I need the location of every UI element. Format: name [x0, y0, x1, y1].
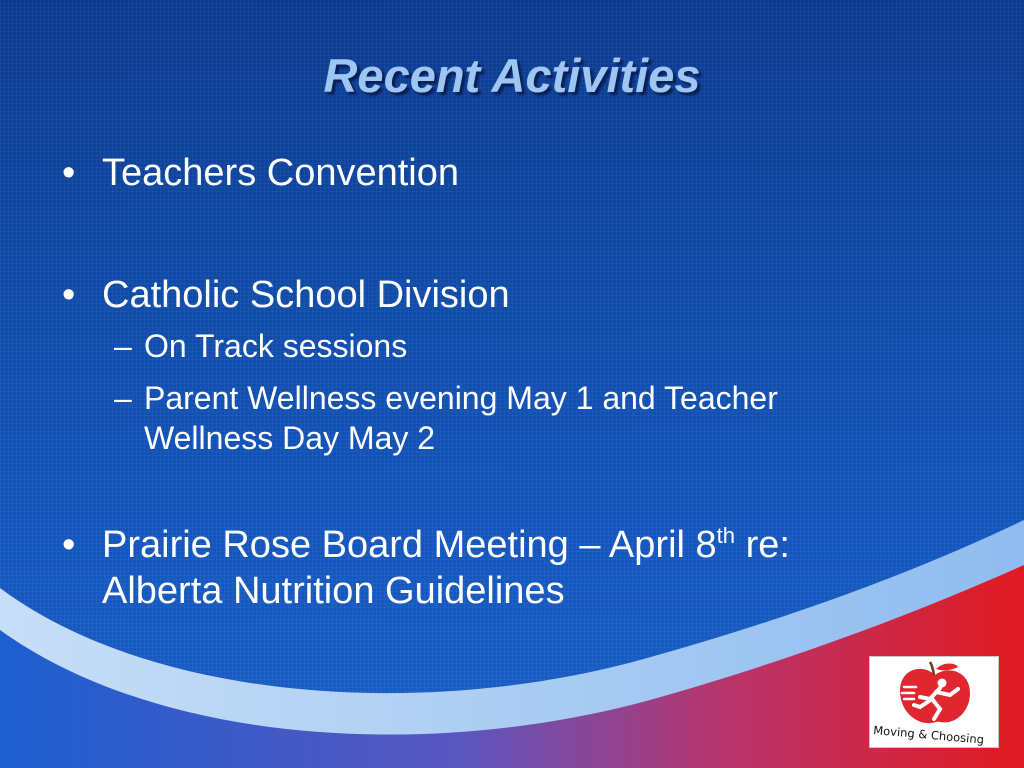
bullet-marker: •	[62, 524, 76, 566]
sub-bullet-text-line1: Parent Wellness evening May 1 and Teacher	[144, 380, 778, 416]
sub-bullet-item	[62, 326, 962, 366]
bullet-list	[62, 150, 962, 614]
bullet-item	[62, 272, 962, 318]
bullet-item	[62, 150, 962, 196]
bullet-item	[62, 522, 962, 614]
moving-choosing-logo	[869, 656, 999, 748]
dash-marker: –	[114, 380, 132, 416]
bullet-text-part2: re:	[735, 524, 790, 566]
sub-bullet-text: On Track sessions	[144, 328, 408, 364]
bullet-marker: •	[62, 152, 76, 194]
bullet-text: Teachers Convention	[102, 152, 459, 194]
bullet-text-part1: Prairie Rose Board Meeting – April 8	[102, 524, 717, 566]
dash-marker: –	[114, 328, 132, 364]
bullet-marker: •	[62, 274, 76, 316]
bullet-text: Catholic School Division	[102, 274, 510, 316]
bullet-text-line2: Alberta Nutrition Guidelines	[102, 570, 565, 612]
superscript: th	[716, 523, 736, 548]
logo-text: Moving & Choosing	[872, 723, 985, 747]
slide-title: Recent Activities	[323, 49, 701, 102]
sub-bullet-item	[62, 378, 962, 458]
sub-bullet-text-line2: Wellness Day May 2	[144, 420, 436, 456]
